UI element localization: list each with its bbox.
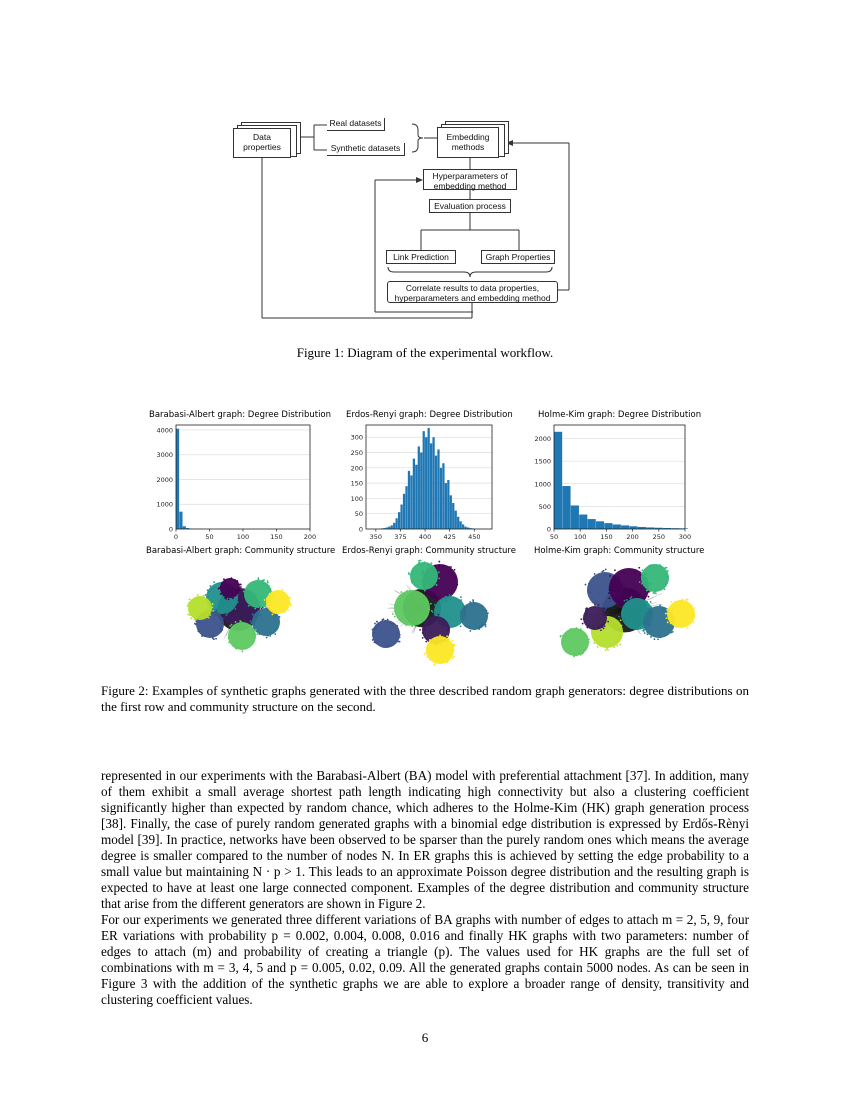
y-tick-label: 500 bbox=[538, 502, 551, 511]
hyperparameters-box bbox=[423, 169, 517, 190]
community-cluster bbox=[460, 599, 489, 632]
ba-community-title: Barabasi-Albert graph: Community structure bbox=[146, 546, 336, 556]
x-tick-label: 50 bbox=[549, 533, 559, 541]
x-tick-label: 150 bbox=[600, 533, 613, 541]
y-tick-label: 4000 bbox=[156, 426, 173, 435]
y-tick-label: 0 bbox=[358, 525, 363, 534]
figure2-caption: Figure 2: Examples of synthetic graphs generated with the three described random graph generators: degree distributions on the first row and community structure on the second. bbox=[101, 683, 749, 714]
community-cluster bbox=[560, 627, 590, 657]
histogram-bar bbox=[428, 428, 430, 529]
er-degree-title: Erdos-Renyi graph: Degree Distribution bbox=[346, 410, 513, 420]
y-tick-label: 3000 bbox=[156, 451, 173, 460]
y-tick-label: 200 bbox=[350, 464, 363, 473]
x-tick-label: 450 bbox=[468, 533, 481, 541]
histogram-bar bbox=[408, 471, 410, 529]
y-tick-label: 300 bbox=[350, 433, 363, 442]
histogram-bar bbox=[629, 526, 637, 529]
x-tick-label: 100 bbox=[236, 533, 250, 541]
synthetic-datasets-label: Synthetic datasets bbox=[330, 143, 401, 153]
histogram-bar bbox=[400, 505, 402, 529]
histogram-bar bbox=[179, 512, 182, 529]
real-datasets-label: Real datasets bbox=[329, 118, 382, 128]
x-tick-label: 375 bbox=[394, 533, 407, 541]
x-tick-label: 200 bbox=[303, 533, 317, 541]
data-properties-box bbox=[233, 128, 291, 158]
hk-degree-title: Holme-Kim graph: Degree Distribution bbox=[538, 410, 702, 420]
hk-degree-chart bbox=[520, 419, 695, 544]
histogram-bar bbox=[579, 515, 587, 529]
histogram-bar bbox=[420, 453, 422, 529]
y-tick-label: 2000 bbox=[156, 475, 173, 484]
histogram-bar bbox=[460, 521, 462, 529]
histogram-bar bbox=[403, 494, 405, 529]
correlate-results-label: Correlate results to data properties, hyperparameters and embedding method bbox=[394, 283, 551, 303]
histogram-bar bbox=[396, 518, 398, 529]
data-properties-label: Data properties bbox=[243, 132, 281, 152]
y-tick-label: 2000 bbox=[534, 435, 551, 444]
embedding-methods-box bbox=[437, 127, 499, 158]
correlate-results-box bbox=[387, 281, 558, 303]
histogram-bar bbox=[423, 431, 425, 529]
graph-properties-label: Graph Properties bbox=[485, 252, 551, 262]
histogram-bar bbox=[571, 505, 579, 529]
histogram-bar bbox=[413, 459, 415, 529]
histogram-bar bbox=[452, 503, 454, 529]
hyperparameters-label: Hyperparameters of embedding method bbox=[432, 171, 508, 191]
histogram-bar bbox=[596, 521, 604, 529]
y-tick-label: 1000 bbox=[534, 480, 551, 489]
histogram-bar bbox=[393, 523, 395, 529]
er-community-title: Erdos-Renyi graph: Community structure bbox=[342, 546, 516, 556]
histogram-bar bbox=[440, 468, 442, 529]
y-tick-label: 0 bbox=[546, 525, 551, 534]
histogram-bar bbox=[418, 446, 420, 529]
hk-community-plot bbox=[555, 558, 695, 668]
figure1-caption: Figure 1: Diagram of the experimental workflow. bbox=[296, 345, 554, 360]
histogram-bar bbox=[398, 512, 400, 529]
paragraph-2: For our experiments we generated three different variations of BA graphs with number of edges to attach m = 2, 5, 9, four ER variations with probability p = 0.002, 0.004, 0.008, 0.016 and finally HK graphs with two parameters: number of edges to attach (m) and probability of creating a triangle (p). The values used for HK graphs are the full set of combinations with m = 3, 4, 5 and p = 0.005, 0.02, 0.09. All the generated graphs contain 5000 nodes. As can be seen in Figure 3 with the addition of the synthetic graphs we are able to explore a broader range of density, transitivity and clustering coefficient values. bbox=[101, 912, 749, 1007]
embedding-methods-label: Embedding methods bbox=[446, 132, 490, 152]
er-community-plot bbox=[360, 558, 500, 668]
x-tick-label: 200 bbox=[626, 533, 639, 541]
x-tick-label: 100 bbox=[573, 533, 587, 541]
histogram-bar bbox=[621, 525, 629, 529]
plot-frame bbox=[176, 425, 310, 529]
histogram-bar bbox=[176, 429, 179, 529]
histogram-bar bbox=[445, 483, 447, 529]
x-tick-label: 250 bbox=[652, 533, 666, 541]
histogram-bar bbox=[430, 443, 432, 529]
histogram-bar bbox=[442, 463, 444, 529]
paragraph-1: represented in our experiments with the Barabasi-Albert (BA) model with preferential attachment [37]. In addition, many of them exhibit a small average shortest path length indicating high connectivity but also a clustering coefficient significantly higher than expected by random chance, which adheres to the Holme-Kim (HK) graph generation process [38]. Finally, the case of purely random generated graphs with a binomial edge distribution is expressed by Erdős-Rènyi model [39]. In practice, networks have been observed to be sparser than the purely random ones which means the average degree is smaller compared to the number of nodes N. In ER graphs this is achieved by setting the edge probability to a small value but maintaining N · p > 1. This leads to an approximate Poisson degree distribution and the resulting graph is expected to have at least one large connected component. Examples of the degree distribution and community structure that arise from the different generators are shown in Figure 2. bbox=[101, 768, 749, 911]
x-tick-label: 425 bbox=[443, 533, 456, 541]
y-tick-label: 1000 bbox=[156, 500, 173, 509]
histogram-bar bbox=[604, 523, 612, 529]
x-tick-label: 0 bbox=[173, 533, 179, 541]
y-tick-label: 1500 bbox=[534, 457, 551, 466]
ba-degree-chart bbox=[140, 419, 320, 544]
histogram-bar bbox=[447, 480, 449, 529]
histogram-bar bbox=[410, 475, 412, 529]
histogram-bar bbox=[405, 486, 407, 529]
evaluation-process-label: Evaluation process bbox=[434, 201, 506, 211]
histogram-bar bbox=[562, 486, 570, 529]
x-tick-label: 150 bbox=[270, 533, 283, 541]
x-tick-label: 350 bbox=[369, 533, 383, 541]
histogram-bar bbox=[425, 437, 427, 529]
histogram-bar bbox=[462, 524, 464, 529]
real-datasets-box bbox=[327, 118, 385, 131]
x-tick-label: 300 bbox=[678, 533, 692, 541]
y-tick-label: 50 bbox=[354, 510, 363, 519]
synthetic-datasets-box bbox=[327, 143, 405, 156]
er-degree-chart bbox=[340, 419, 500, 544]
link-prediction-label: Link Prediction bbox=[393, 252, 449, 262]
histogram-bar bbox=[432, 437, 434, 529]
histogram-bar bbox=[391, 525, 393, 529]
histogram-bar bbox=[455, 511, 457, 529]
histogram-bar bbox=[588, 519, 596, 529]
histogram-bar bbox=[457, 517, 459, 529]
link-prediction-box bbox=[386, 250, 456, 264]
ba-community-plot bbox=[170, 558, 310, 668]
hk-community-title: Holme-Kim graph: Community structure bbox=[534, 546, 705, 556]
x-tick-label: 400 bbox=[418, 533, 432, 541]
x-tick-label: 50 bbox=[205, 533, 214, 541]
y-tick-label: 100 bbox=[350, 494, 363, 503]
histogram-bar bbox=[554, 432, 562, 529]
graph-properties-box bbox=[481, 250, 555, 264]
community-cluster bbox=[372, 618, 401, 648]
ba-degree-title: Barabasi-Albert graph: Degree Distribution bbox=[149, 410, 332, 420]
evaluation-process-box bbox=[429, 199, 511, 213]
histogram-bar bbox=[183, 526, 186, 529]
histogram-bar bbox=[415, 465, 417, 529]
histogram-bar bbox=[450, 495, 452, 529]
y-tick-label: 150 bbox=[350, 479, 363, 488]
histogram-bar bbox=[437, 449, 439, 529]
y-tick-label: 250 bbox=[350, 449, 363, 458]
page-number: 6 bbox=[421, 1030, 429, 1045]
histogram-bar bbox=[435, 456, 437, 529]
y-tick-label: 0 bbox=[168, 525, 173, 534]
histogram-bar bbox=[613, 524, 621, 529]
